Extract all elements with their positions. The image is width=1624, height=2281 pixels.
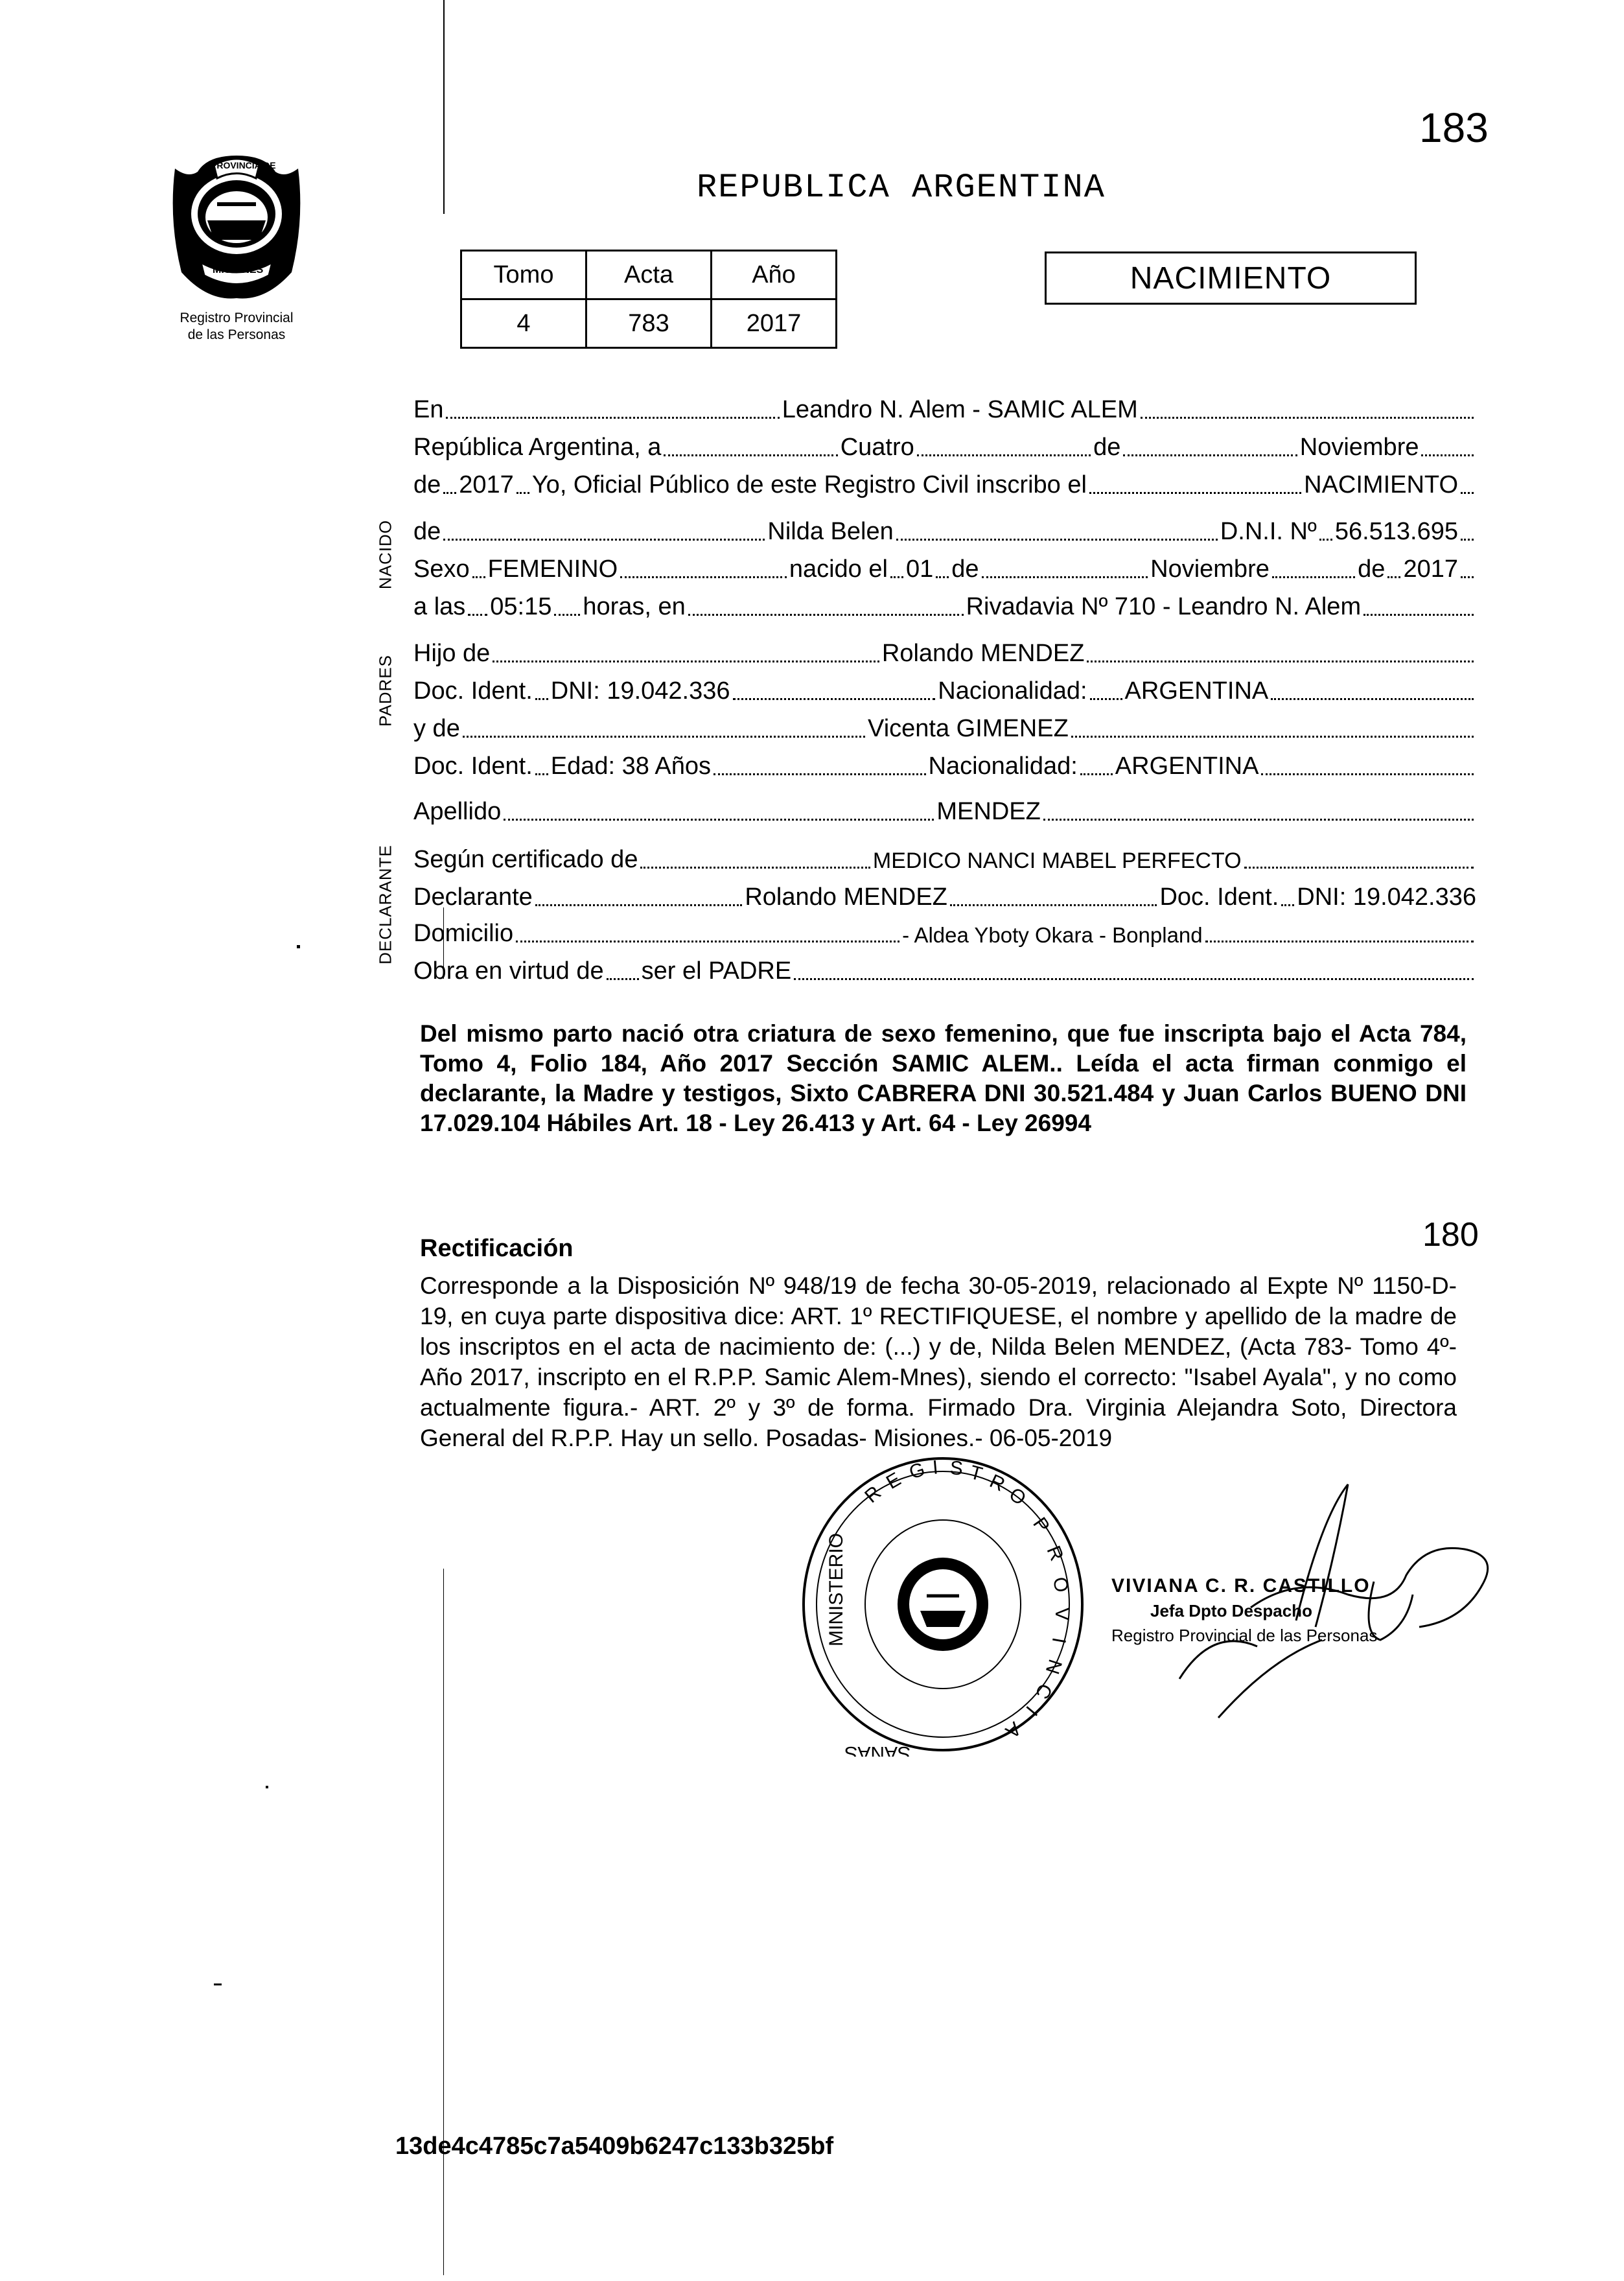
row-doc-padre xyxy=(413,672,1476,705)
dotted-leader xyxy=(664,454,837,456)
doc3-value: DNI: 19.042.336 xyxy=(1297,883,1476,911)
de5-label: de xyxy=(1358,556,1386,583)
dotted-leader xyxy=(950,904,1157,906)
dotted-leader xyxy=(535,904,743,906)
doc2-value: Edad: 38 Años xyxy=(550,753,711,780)
dotted-leader xyxy=(516,941,899,942)
svg-text:R: R xyxy=(1042,1543,1068,1564)
country-title: REPUBLICA ARGENTINA xyxy=(697,169,1106,207)
lugar-value: Rivadavia Nº 710 - Leandro N. Alem xyxy=(966,593,1362,620)
signature-name xyxy=(1111,1574,1377,1648)
declarante-value: Rolando MENDEZ xyxy=(745,883,947,911)
hora-value: 05:15 xyxy=(490,593,552,620)
tomo-value: 4 xyxy=(461,299,586,348)
dia-value: Cuatro xyxy=(840,434,914,461)
svg-text:R: R xyxy=(986,1470,1008,1496)
anio-inscripcion-value: 2017 xyxy=(459,471,514,498)
nombre-value: Nilda Belen xyxy=(767,518,894,545)
row-apellido xyxy=(413,792,1476,826)
dotted-leader xyxy=(535,773,548,775)
horas-label: horas, en xyxy=(583,593,686,620)
svg-text:C: C xyxy=(1030,1679,1056,1703)
nacido-label: nacido el xyxy=(789,556,888,583)
dotted-leader xyxy=(1141,417,1474,419)
certificado-label: Según certificado de xyxy=(413,846,638,873)
dotted-leader xyxy=(535,698,548,700)
dotted-leader xyxy=(1090,698,1122,700)
dotted-leader xyxy=(1205,941,1474,942)
dotted-leader xyxy=(688,614,964,616)
svg-text:G: G xyxy=(906,1458,928,1484)
a-las-label: a las xyxy=(413,593,466,620)
page-number: 183 xyxy=(1419,104,1489,151)
svg-text:O: O xyxy=(1004,1483,1030,1510)
seal-text-top: PROVINCIA DE xyxy=(211,160,276,170)
dotted-leader xyxy=(1089,492,1301,494)
rectificacion-number: 180 xyxy=(1422,1216,1479,1254)
de3-label: de xyxy=(413,518,441,545)
dotted-leader xyxy=(504,819,934,821)
dotted-leader xyxy=(1071,736,1474,738)
signature-line1: VIVIANA C. R. CASTILLO xyxy=(1111,1575,1371,1597)
row-domicilio xyxy=(413,914,1476,948)
document-hash: 13de4c4785c7a5409b6247c133b325bf xyxy=(395,2133,834,2160)
svg-text:N: N xyxy=(1041,1656,1066,1677)
dotted-leader xyxy=(446,417,779,419)
row-fecha xyxy=(413,428,1476,462)
dotted-leader xyxy=(620,576,787,578)
dotted-leader xyxy=(443,492,456,494)
acta-table-header: Tomo xyxy=(461,251,586,299)
dotted-leader xyxy=(468,614,487,616)
certificado-value: MEDICO NANCI MABEL PERFECTO xyxy=(872,848,1242,873)
stray-mark xyxy=(297,945,300,948)
dotted-leader xyxy=(982,576,1148,578)
hijo-label: Hijo de xyxy=(413,640,491,667)
acta-table-header-row xyxy=(461,251,837,299)
row-obra xyxy=(413,952,1476,985)
domicilio-label: Domicilio xyxy=(413,920,514,947)
dotted-leader xyxy=(640,867,870,869)
dotted-leader xyxy=(1272,576,1355,578)
anio-value: 2017 xyxy=(712,299,837,348)
dotted-leader xyxy=(1461,539,1474,541)
dotted-leader xyxy=(443,539,765,541)
dni-label: D.N.I. Nº xyxy=(1220,518,1317,545)
row-inscribo xyxy=(413,465,1476,499)
dotted-leader xyxy=(493,661,879,662)
nac1-label: Nacionalidad: xyxy=(938,677,1087,705)
nac2-value: ARGENTINA xyxy=(1115,753,1259,780)
signature-line3: Registro Provincial de las Personas xyxy=(1111,1626,1378,1645)
svg-text:MINISTERIO: MINISTERIO xyxy=(826,1532,847,1646)
row-doc-madre xyxy=(413,747,1476,780)
row-en xyxy=(413,390,1476,424)
row-hora xyxy=(413,587,1476,621)
fold-line-top xyxy=(443,0,445,214)
fold-line-bottom xyxy=(443,1569,444,2275)
registry-seal xyxy=(156,143,318,305)
stray-mark xyxy=(266,1786,268,1788)
row-declarante xyxy=(413,878,1476,911)
row-certificado xyxy=(413,840,1476,874)
registry-caption-line1: Registro Provincial xyxy=(180,310,294,325)
svg-text:SANAS: SANAS xyxy=(844,1742,911,1757)
de4-label: de xyxy=(951,556,979,583)
declarante-label: Declarante xyxy=(413,883,533,911)
dotted-leader xyxy=(554,614,580,616)
en-label: En xyxy=(413,396,444,423)
stray-mark xyxy=(214,1983,222,1985)
sexo-label: Sexo xyxy=(413,556,470,583)
dotted-leader xyxy=(1363,614,1474,616)
dotted-leader xyxy=(472,576,485,578)
dotted-leader xyxy=(1080,773,1113,775)
svg-text:E: E xyxy=(883,1468,905,1494)
dotted-leader xyxy=(1043,819,1474,821)
sexo-value: FEMENINO xyxy=(487,556,618,583)
ministry-stamp-icon xyxy=(794,1452,1092,1757)
doc3-label: Doc. Ident. xyxy=(1159,883,1279,911)
madre-value: Vicenta GIMENEZ xyxy=(868,715,1069,742)
nacimiento-anio-value: 2017 xyxy=(1403,556,1458,583)
mes-value: Noviembre xyxy=(1299,434,1419,461)
side-label-nacido: NACIDO xyxy=(375,519,395,590)
svg-text:T: T xyxy=(968,1461,985,1486)
dotted-leader xyxy=(1087,661,1474,662)
inscribo-value: NACIMIENTO xyxy=(1304,471,1458,498)
domicilio-value: - Aldea Yboty Okara - Bonpland xyxy=(902,923,1203,947)
apellido-label: Apellido xyxy=(413,798,502,825)
doc2-label: Doc. Ident. xyxy=(413,753,533,780)
dotted-leader xyxy=(1461,576,1474,578)
doc1-label: Doc. Ident. xyxy=(413,677,533,705)
seal-text-bottom: MISIONES xyxy=(213,264,264,275)
padre-value: Rolando MENDEZ xyxy=(881,640,1085,667)
dotted-leader xyxy=(1421,454,1474,456)
dotted-leader xyxy=(1123,454,1297,456)
y-de-label: y de xyxy=(413,715,460,742)
obra-label: Obra en virtud de xyxy=(413,957,604,985)
svg-text:I: I xyxy=(1021,1702,1041,1720)
side-label-padres: PADRES xyxy=(375,655,395,727)
svg-text:S: S xyxy=(949,1457,964,1480)
dotted-leader xyxy=(1461,492,1474,494)
svg-text:I: I xyxy=(1047,1635,1070,1645)
dotted-leader xyxy=(1244,867,1474,869)
nacimiento-dia-value: 01 xyxy=(905,556,934,583)
acta-table-header: Año xyxy=(712,251,837,299)
apellido-value: MENDEZ xyxy=(936,798,1041,825)
record-type-box: NACIMIENTO xyxy=(1045,251,1417,305)
registry-caption xyxy=(136,310,337,344)
nac2-label: Nacionalidad: xyxy=(928,753,1078,780)
birth-note-paragraph: Del mismo parto nació otra criatura de sexo femenino, que fue inscripta bajo el Acta 784, Tomo 4, Folio 184, Año 2017 Sección SAMIC ALEM.. Leída el acta firman conmigo el declarante, la Madre y testigos, Sixto CABRERA DNI 30.521.484 y Juan Carlos BUENO DNI 17.029.104 Hábiles Art. 18 - Ley 26.413 y Art. 64 - Ley 26994 xyxy=(420,1020,1467,1136)
dotted-leader xyxy=(713,773,926,775)
registry-caption-line2: de las Personas xyxy=(187,327,286,342)
de-label: de xyxy=(1093,434,1121,461)
svg-text:A: A xyxy=(1001,1717,1025,1742)
en-value: Leandro N. Alem - SAMIC ALEM xyxy=(782,396,1138,423)
svg-text:P: P xyxy=(1028,1514,1054,1537)
dotted-leader xyxy=(1261,773,1474,775)
svg-text:O: O xyxy=(1049,1575,1073,1595)
dotted-leader xyxy=(1387,576,1400,578)
dotted-leader xyxy=(794,978,1474,980)
row-padre xyxy=(413,634,1476,668)
nac1-value: ARGENTINA xyxy=(1124,677,1269,705)
official-stamp xyxy=(794,1452,1092,1757)
dotted-leader xyxy=(516,492,529,494)
row-nombre xyxy=(413,512,1476,546)
svg-text:I: I xyxy=(931,1456,939,1479)
row-sexo xyxy=(413,550,1476,583)
dotted-leader xyxy=(1271,698,1474,700)
row-madre xyxy=(413,709,1476,743)
acta-value: 783 xyxy=(586,299,712,348)
acta-table-value-row xyxy=(461,299,837,348)
dotted-leader xyxy=(890,576,903,578)
obra-value: ser el PADRE xyxy=(641,957,792,985)
yo-label: Yo, Oficial Público de este Registro Civil inscribo el xyxy=(531,471,1087,498)
nacimiento-mes-value: Noviembre xyxy=(1150,556,1270,583)
acta-info-table xyxy=(460,250,837,349)
dotted-leader xyxy=(896,539,1218,541)
dotted-leader xyxy=(607,978,639,980)
dotted-leader xyxy=(936,576,949,578)
signature-line2: Jefa Dpto Despacho xyxy=(1150,1601,1312,1620)
rectificacion-body: Corresponde a la Disposición Nº 948/19 de fecha 30-05-2019, relacionado al Expte Nº 1150-D-19, en cuya parte dispositiva dice: ART. 1º RECTIFIQUESE, el nombre y apellido de la madre de los inscriptos en el acta de nacimiento de: (...) y de, Nilda Belen MENDEZ, (Acta 783- Tomo 4º- Año 2017, inscripto en el R.P.P. Samic Alem-Mnes), siendo el correcto: "Isabel Ayala", y no como actualmente figura.- ART. 2º y 3º de forma. Firmado Dra. Virginia Alejandra Soto, Directora General del R.P.P. Hay un sello. Posadas- Misiones.- 06-05-2019 xyxy=(420,1272,1457,1451)
dotted-leader xyxy=(1319,539,1332,541)
svg-text:R: R xyxy=(861,1482,886,1508)
acta-table-header: Acta xyxy=(586,251,712,299)
de2-label: de xyxy=(413,471,441,498)
dni-value: 56.513.695 xyxy=(1334,518,1458,545)
svg-text:V: V xyxy=(1051,1608,1073,1621)
dotted-leader xyxy=(733,698,936,700)
doc1-value: DNI: 19.042.336 xyxy=(550,677,730,705)
side-label-declarante: DECLARANTE xyxy=(375,845,395,965)
dotted-leader xyxy=(1281,904,1294,906)
dotted-leader xyxy=(917,454,1091,456)
republica-label: República Argentina, a xyxy=(413,434,662,461)
dotted-leader xyxy=(463,736,865,738)
rectificacion-title: Rectificación xyxy=(420,1235,574,1262)
